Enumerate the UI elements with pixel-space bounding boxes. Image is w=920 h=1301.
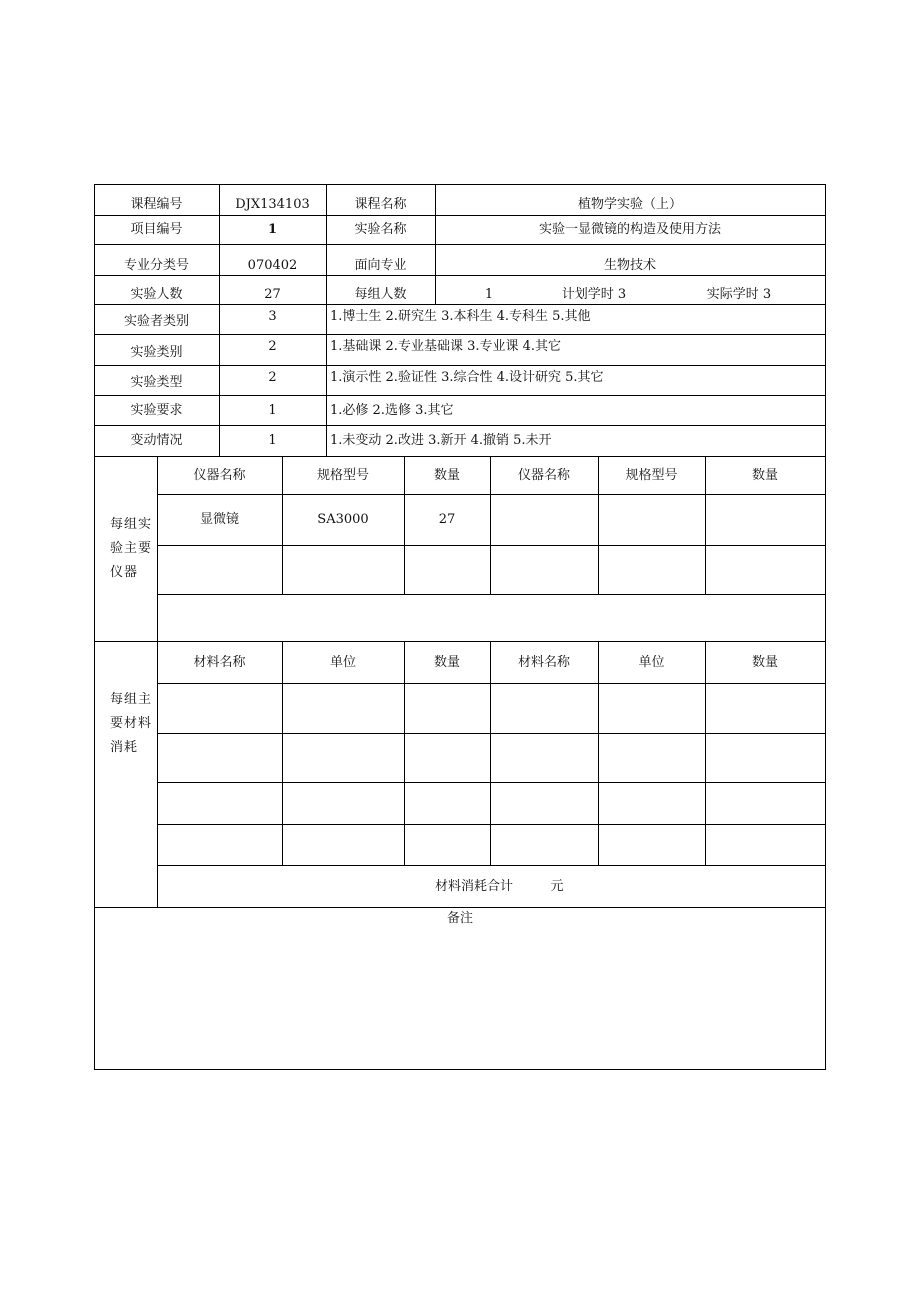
group-people-label: 每组人数 [354, 286, 407, 302]
instrument-cell: 显微镜 [199, 512, 239, 527]
attr-options-2: 1.演示性 2.验证性 3.综合性 4.设计研究 5.其它 [330, 369, 604, 385]
planned-hours: 计划学时 3 [561, 286, 627, 302]
project-code-label: 项目编号 [130, 222, 183, 237]
rule [94, 244, 826, 245]
course-code-value: DJX134103 [235, 196, 310, 212]
attr-label-1: 实验类别 [130, 345, 183, 360]
instrument-cell: SA3000 [317, 512, 369, 527]
attr-label-2: 实验类型 [130, 375, 183, 390]
attr-options-1: 1.基础课 2.专业基础课 3.专业课 4.其它 [330, 338, 562, 354]
materials-section-label: 每组主 要材料 消耗 [110, 692, 153, 755]
material-col-header: 材料名称 [193, 654, 246, 670]
instrument-cell [598, 494, 705, 545]
rule [157, 683, 826, 684]
attr-options-0: 1.博士生 2.研究生 3.本科生 4.专科生 5.其他 [330, 308, 591, 324]
material-col-header: 材料名称 [517, 654, 570, 670]
attr-label-3: 实验要求 [130, 402, 183, 418]
attr-value-1: 2 [268, 338, 277, 354]
material-col-header: 单位 [329, 654, 356, 670]
instrument-col-header: 仪器名称 [193, 467, 246, 483]
attr-label-4: 变动情况 [130, 433, 183, 448]
materials-total-unit: 元 [550, 878, 564, 894]
project-code-value: 1 [267, 222, 278, 237]
attr-value-0: 3 [268, 308, 277, 324]
exp-people-label: 实验人数 [130, 286, 183, 302]
materials-total-label: 材料消耗合计 [434, 878, 513, 894]
actual-hours: 实际学时 3 [706, 286, 772, 302]
material-col-header: 数量 [751, 654, 778, 670]
rule [157, 594, 826, 595]
exp-people-value: 27 [264, 286, 281, 302]
instrument-cell [490, 494, 598, 545]
material-col-header: 数量 [433, 654, 460, 670]
instrument-col-header: 数量 [751, 467, 778, 483]
major-code-label: 专业分类号 [123, 257, 189, 273]
target-major-value: 生物技术 [603, 257, 656, 273]
instrument-cell [705, 494, 825, 545]
major-code-value: 070402 [247, 257, 298, 273]
rule [157, 733, 826, 734]
attr-label-0: 实验者类别 [123, 314, 189, 329]
attr-options-3: 1.必修 2.选修 3.其它 [330, 402, 454, 418]
instrument-cell: 27 [438, 512, 456, 527]
exp-name-label: 实验名称 [354, 222, 407, 237]
rule [94, 1069, 826, 1070]
material-col-header: 单位 [638, 654, 665, 670]
exp-name-value: 实验一显微镜的构造及使用方法 [538, 222, 721, 237]
attr-value-2: 2 [268, 369, 277, 385]
attr-options-4: 1.未变动 2.改进 3.新开 4.撤销 5.未开 [330, 433, 552, 448]
instrument-col-header: 规格型号 [625, 467, 678, 483]
instrument-col-header: 规格型号 [316, 467, 369, 483]
rule [94, 184, 826, 185]
attr-value-4: 1 [268, 433, 277, 448]
instrument-col-header: 仪器名称 [517, 467, 570, 483]
attr-value-3: 1 [268, 402, 277, 418]
instrument-col-header: 数量 [433, 467, 460, 483]
course-name-label: 课程名称 [354, 196, 407, 212]
instruments-section-label: 每组实 验主要 仪器 [110, 516, 153, 580]
rule [825, 184, 826, 1070]
group-people-value: 1 [484, 286, 494, 302]
course-name-value: 植物学实验（上） [577, 196, 682, 212]
experiment-form [94, 184, 826, 1070]
target-major-label: 面向专业 [354, 257, 407, 273]
rule [157, 545, 826, 546]
rule [157, 782, 826, 783]
remarks-label: 备注 [446, 910, 473, 926]
course-code-label: 课程编号 [130, 196, 183, 212]
rule [157, 824, 826, 825]
rule [326, 304, 327, 456]
